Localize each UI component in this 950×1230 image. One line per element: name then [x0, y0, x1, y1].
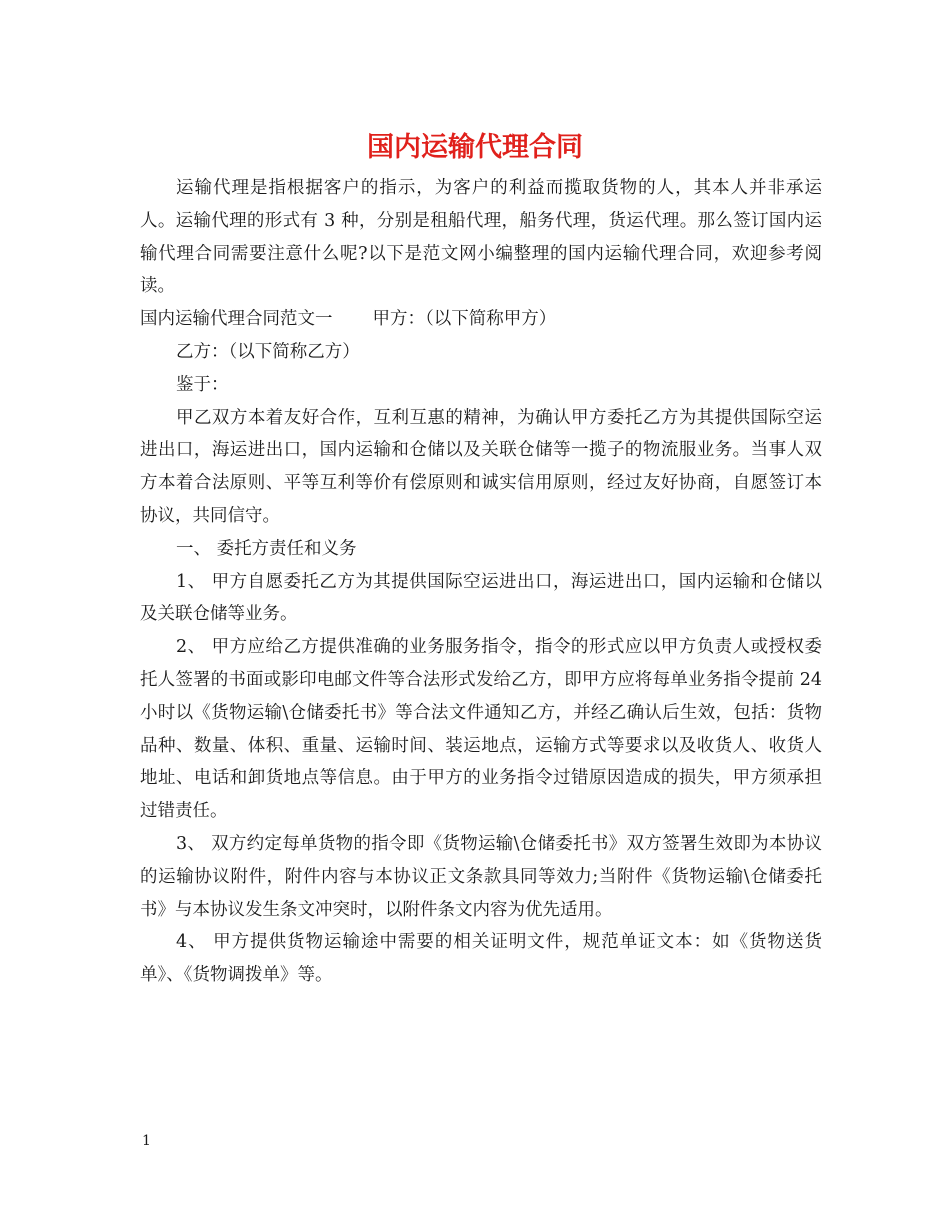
page-number: 1 [142, 1133, 151, 1149]
section-1-heading: 一、 委托方责任和义务 [176, 538, 357, 559]
clause-1: 1、 甲方自愿委托乙方为其提供国际空运进出口，海运进出口，国内运输和仓储以及关联仓储等业务。 [140, 571, 822, 625]
clause-4: 4、 甲方提供货物运输途中需要的相关证明文件，规范单证文本：如《货物送货单》、《货物调拨单》等。 [140, 932, 822, 986]
sample-heading-line [140, 303, 822, 336]
clause-3: 3、 双方约定每单货物的指令即《货物运输\仓储委托书》双方签署生效即为本协议的运输协议附件，附件内容与本协议正文条款具同等效力;当附件《货物运输\仓储委托书》与本协议发生条文冲突时，以附件条文内容为优先适用。 [140, 833, 822, 920]
whereas-label: 鉴于： [176, 374, 229, 395]
clause-2: 2、 甲方应给乙方提供准确的业务服务指令，指令的形式应以甲方负责人或授权委托人签署的书面或影印电邮文件等合法形式发给乙方，即甲方应将每单业务指令提前 24 小时以《货物运输\仓储委托书》等合法文件通知乙方，并经乙确认后生效，包括：货物品种、数量、体积、重量、运输时间、装运地点，运输方式等要求以及收货人、收货人地址、电话和卸货地点等信息。由于甲方的业务指令过错原因造成的损失，甲方须承担过错责任。 [140, 637, 822, 822]
sample-title: 国内运输代理合同范文一 [140, 309, 333, 330]
intro-paragraph: 运输代理是指根据客户的指示，为客户的利益而揽取货物的人，其本人并非承运人。运输代理的形式有 3 种，分别是租船代理，船务代理，货运代理。那么签订国内运输代理合同需要注意什么呢?以下是范文网小编整理的国内运输代理合同，欢迎参考阅读。 [140, 178, 822, 297]
party-a: 甲方：（以下简称甲方） [372, 309, 557, 330]
document-body [140, 172, 822, 992]
whereas-paragraph: 甲乙双方本着友好合作，互利互惠的精神，为确认甲方委托乙方为其提供国际空运进出口，海运进出口，国内运输和仓储以及关联仓储等一揽子的物流服业务。当事人双方本着合法原则、平等互利等价有偿原则和诚实信用原则，经过友好协商，自愿签订本协议，共同信守。 [140, 407, 822, 526]
party-b: 乙方：（以下简称乙方） [176, 341, 360, 362]
document-title: 国内运输代理合同 [367, 132, 583, 163]
